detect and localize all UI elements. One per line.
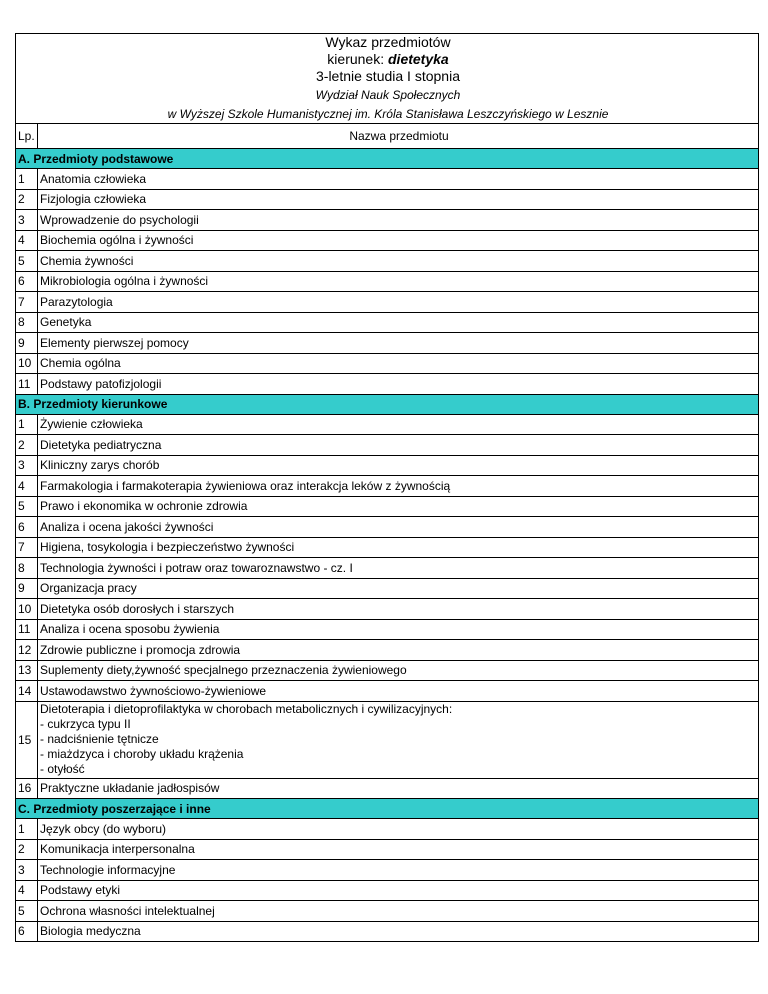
row-number: 2 [16, 189, 38, 210]
table-row [16, 517, 759, 538]
subject-name: Parazytologia [38, 292, 759, 313]
row-number: 16 [16, 778, 38, 799]
table-row [16, 496, 759, 517]
subject-name: Dietetyka pediatryczna [38, 435, 759, 456]
row-number: 5 [16, 901, 38, 922]
row-number: 13 [16, 660, 38, 681]
subject-name: Żywienie człowieka [38, 414, 759, 435]
row-number: 8 [16, 558, 38, 579]
subject-name: Biologia medyczna [38, 921, 759, 942]
subject-name-line: - nadciśnienie tętnicze [40, 732, 159, 746]
section-header-row [16, 149, 759, 169]
row-number: 6 [16, 271, 38, 292]
field-of-study [18, 51, 758, 68]
table-row [16, 230, 759, 251]
subject-name: Język obcy (do wyboru) [38, 819, 759, 840]
subject-name [38, 701, 759, 778]
title-row [16, 34, 759, 124]
row-number: 1 [16, 819, 38, 840]
subject-name: Higiena, tosykologia i bezpieczeństwo żywności [38, 537, 759, 558]
row-number: 10 [16, 599, 38, 620]
subject-name: Podstawy etyki [38, 880, 759, 901]
subject-name: Zdrowie publiczne i promocja zdrowia [38, 640, 759, 661]
subject-name: Wprowadzenie do psychologii [38, 210, 759, 231]
subject-name-line: - otyłość [40, 762, 85, 776]
subject-name: Kliniczny zarys chorób [38, 455, 759, 476]
table-row [16, 537, 759, 558]
subject-name: Komunikacja interpersonalna [38, 839, 759, 860]
row-number: 8 [16, 312, 38, 333]
row-number: 6 [16, 517, 38, 538]
study-level: 3-letnie studia I stopnia [316, 68, 460, 84]
table-row [16, 660, 759, 681]
row-number: 2 [16, 839, 38, 860]
row-number: 15 [16, 701, 38, 778]
row-number: 4 [16, 880, 38, 901]
row-number: 2 [16, 435, 38, 456]
table-row [16, 901, 759, 922]
row-number: 4 [16, 476, 38, 497]
table-row [16, 292, 759, 313]
subject-name: Prawo i ekonomika w ochronie zdrowia [38, 496, 759, 517]
school-name: w Wyższej Szkole Humanistycznej im. Króla Stanisława Leszczyńskiego w Lesznie [167, 107, 609, 121]
table-row [16, 860, 759, 881]
row-number: 5 [16, 251, 38, 272]
subject-name: Organizacja pracy [38, 578, 759, 599]
section-title: A. Przedmioty podstawowe [16, 149, 759, 169]
subject-name: Technologia żywności i potraw oraz towaroznawstwo - cz. I [38, 558, 759, 579]
table-row [16, 681, 759, 702]
subject-name: Suplementy diety,żywność specjalnego przeznaczenia żywieniowego [38, 660, 759, 681]
row-number: 14 [16, 681, 38, 702]
subject-name: Ochrona własności intelektualnej [38, 901, 759, 922]
subject-name: Podstawy patofizjologii [38, 374, 759, 395]
subject-name-line: Dietoterapia i dietoprofilaktyka w chorobach metabolicznych i cywilizacyjnych: [40, 702, 453, 716]
row-number: 11 [16, 619, 38, 640]
title-block [16, 34, 759, 124]
table-row [16, 778, 759, 799]
subject-name: Fizjologia człowieka [38, 189, 759, 210]
section-title: B. Przedmioty kierunkowe [16, 394, 759, 414]
table-row [16, 169, 759, 190]
table-row [16, 333, 759, 354]
table-row [16, 251, 759, 272]
subject-name: Ustawodawstwo żywnościowo-żywieniowe [38, 681, 759, 702]
table-row [16, 271, 759, 292]
subject-name: Technologie informacyjne [38, 860, 759, 881]
row-number: 3 [16, 210, 38, 231]
table-row [16, 210, 759, 231]
column-header-lp: Lp. [16, 124, 38, 149]
row-number: 10 [16, 353, 38, 374]
row-number: 7 [16, 292, 38, 313]
row-number: 1 [16, 169, 38, 190]
table-row [16, 414, 759, 435]
table-row [16, 921, 759, 942]
field-name: dietetyka [388, 51, 449, 67]
subject-name: Biochemia ogólna i żywności [38, 230, 759, 251]
table-row [16, 374, 759, 395]
table-row [16, 353, 759, 374]
row-number: 3 [16, 860, 38, 881]
subject-table-body [16, 34, 759, 942]
table-row [16, 599, 759, 620]
subject-name: Chemia żywności [38, 251, 759, 272]
subject-name: Anatomia człowieka [38, 169, 759, 190]
row-number: 4 [16, 230, 38, 251]
table-row [16, 455, 759, 476]
table-row [16, 701, 759, 778]
column-header-row [16, 124, 759, 149]
row-number: 7 [16, 537, 38, 558]
section-header-row [16, 799, 759, 819]
subject-name-line: - cukrzyca typu II [40, 717, 131, 731]
subject-name: Farmakologia i farmakoterapia żywieniowa oraz interakcja leków z żywnością [38, 476, 759, 497]
field-prefix: kierunek: [327, 51, 388, 67]
page-title: Wykaz przedmiotów [325, 34, 451, 50]
row-number: 9 [16, 578, 38, 599]
subject-table [15, 33, 759, 942]
table-row [16, 476, 759, 497]
subject-name: Chemia ogólna [38, 353, 759, 374]
subject-name-line: - miażdzyca i choroby układu krążenia [40, 747, 244, 761]
table-row [16, 435, 759, 456]
section-header-row [16, 394, 759, 414]
subject-name: Analiza i ocena sposobu żywienia [38, 619, 759, 640]
row-number: 3 [16, 455, 38, 476]
row-number: 5 [16, 496, 38, 517]
subject-name: Analiza i ocena jakości żywności [38, 517, 759, 538]
table-row [16, 819, 759, 840]
table-row [16, 189, 759, 210]
row-number: 12 [16, 640, 38, 661]
table-row [16, 578, 759, 599]
subject-name: Mikrobiologia ogólna i żywności [38, 271, 759, 292]
subject-name: Praktyczne układanie jadłospisów [38, 778, 759, 799]
row-number: 6 [16, 921, 38, 942]
section-title: C. Przedmioty poszerzające i inne [16, 799, 759, 819]
table-row [16, 558, 759, 579]
table-row [16, 619, 759, 640]
table-row [16, 880, 759, 901]
table-row [16, 640, 759, 661]
row-number: 11 [16, 374, 38, 395]
table-row [16, 312, 759, 333]
column-header-name: Nazwa przedmiotu [38, 124, 759, 149]
faculty-name: Wydział Nauk Społecznych [315, 88, 461, 102]
row-number: 9 [16, 333, 38, 354]
subject-name: Genetyka [38, 312, 759, 333]
subject-name: Dietetyka osób dorosłych i starszych [38, 599, 759, 620]
subject-name: Elementy pierwszej pomocy [38, 333, 759, 354]
subject-list-sheet [15, 33, 758, 942]
row-number: 1 [16, 414, 38, 435]
table-row [16, 839, 759, 860]
